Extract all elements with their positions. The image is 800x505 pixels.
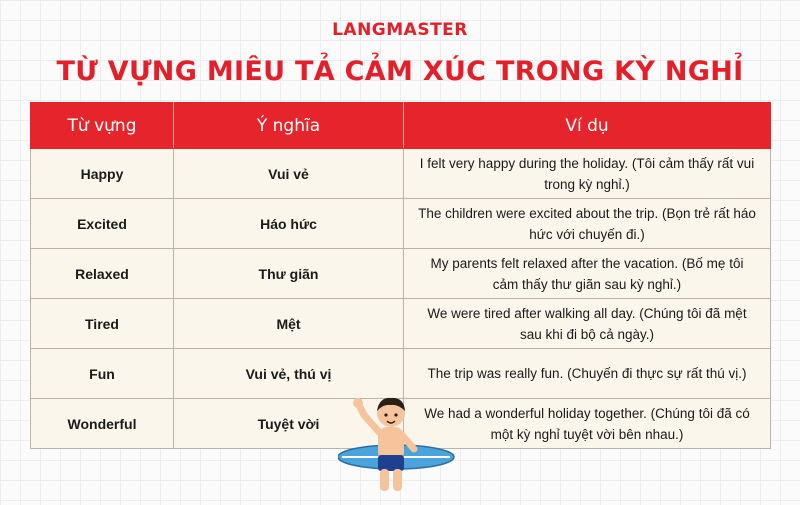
row-example [404, 149, 771, 199]
table-header-row [31, 103, 771, 149]
surfer-boy-icon [338, 395, 463, 500]
table-row [31, 199, 771, 249]
row-example [404, 199, 771, 249]
row-meaning: Thư giãn [174, 249, 404, 299]
brand-logo: LANGMASTER [332, 20, 468, 40]
table-row [31, 299, 771, 349]
page-title: TỪ VỰNG MIÊU TẢ CẢM XÚC TRONG KỲ NGHỈ [56, 56, 744, 87]
header-meaning: Ý nghĩa [174, 103, 404, 149]
row-word: Excited [31, 199, 174, 249]
table-row [31, 149, 771, 199]
row-example [404, 249, 771, 299]
row-word: Relaxed [31, 249, 174, 299]
row-example-text: The trip was really fun. (Chuyến đi thực sự rất thú vị.) [427, 366, 747, 381]
row-example-text: We had a wonderful holiday together. (Chúng tôi đã có một kỳ nghỉ tuyệt vời bên nhau.) [424, 405, 750, 442]
row-word: Wonderful [31, 399, 174, 449]
row-meaning: Háo hức [174, 199, 404, 249]
row-word: Tired [31, 299, 174, 349]
table-row [31, 249, 771, 299]
row-meaning: Vui vẻ, thú vị [174, 349, 404, 399]
row-example-text: I felt very happy during the holiday. (Tôi cảm thấy rất vui trong kỳ nghỉ.) [419, 155, 755, 192]
row-example [404, 349, 771, 399]
header-example: Ví dụ [404, 103, 771, 149]
row-meaning: Mệt [174, 299, 404, 349]
row-word: Happy [31, 149, 174, 199]
row-example-text: The children were excited about the trip. (Bọn trẻ rất háo hức với chuyến đi.) [418, 205, 756, 242]
row-example-text: We were tired after walking all day. (Chúng tôi đã mệt sau khi đi bộ cả ngày.) [427, 305, 747, 342]
row-example [404, 299, 771, 349]
header-vocabulary: Từ vựng [31, 103, 174, 149]
row-word: Fun [31, 349, 174, 399]
row-example-text: My parents felt relaxed after the vacation. (Bố mẹ tôi cảm thấy thư giãn sau kỳ nghỉ.) [430, 255, 744, 292]
table-row [31, 349, 771, 399]
row-meaning: Tuyệt vời [174, 399, 404, 449]
row-meaning: Vui vẻ [174, 149, 404, 199]
